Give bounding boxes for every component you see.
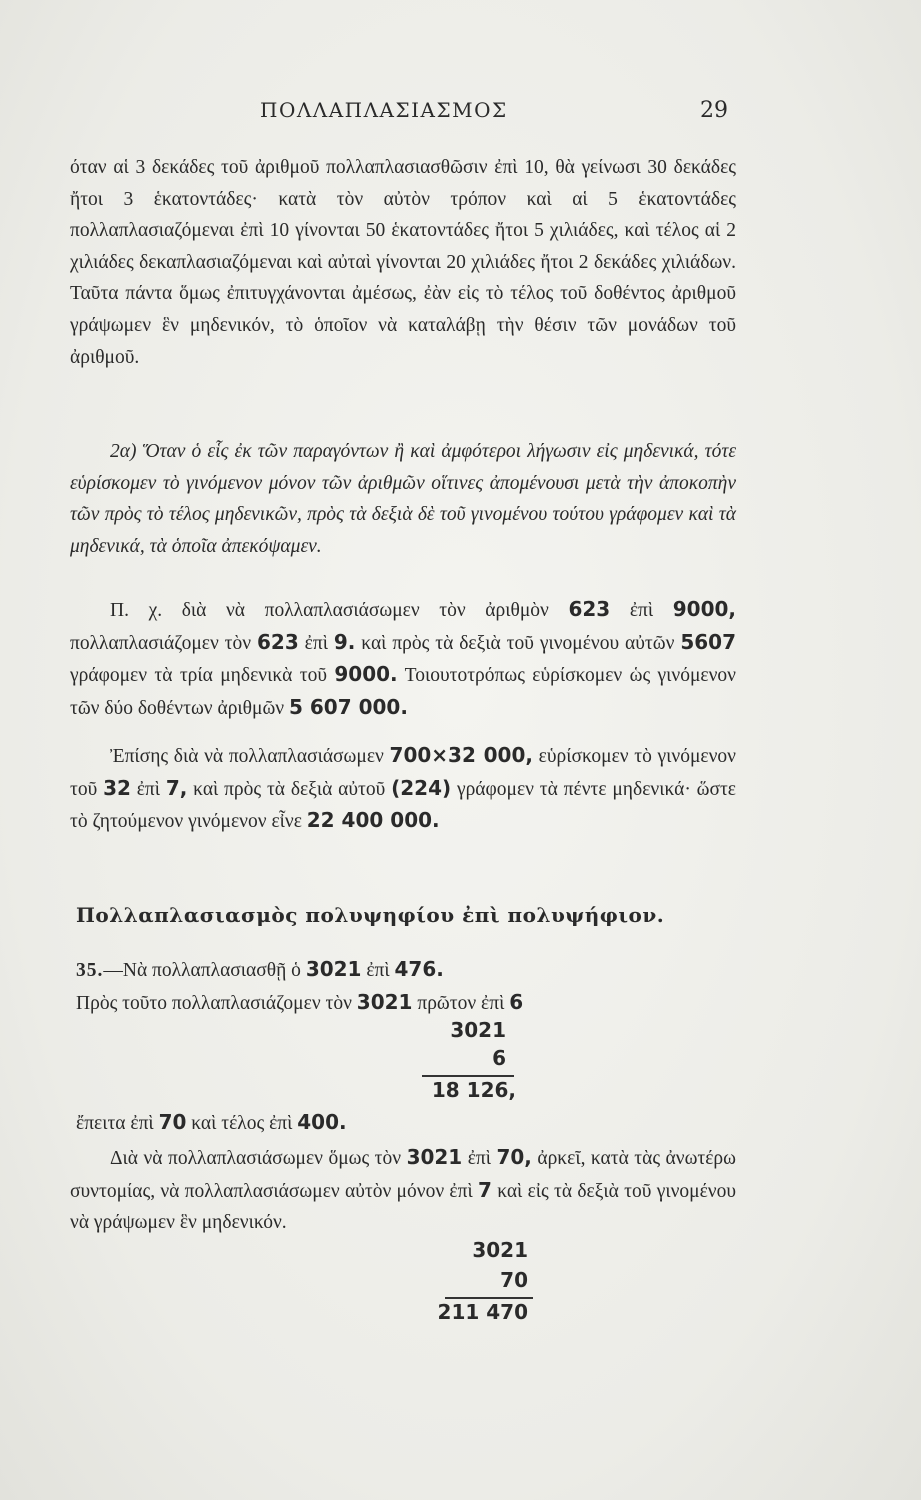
text-span: εὑρίσκομεν τὸ γινόμενον τοῦ bbox=[70, 746, 736, 800]
text-span: —Νὰ πολλαπλασιασθῇ ὁ bbox=[103, 960, 306, 981]
number: 70, bbox=[496, 1145, 532, 1169]
paragraph-1-text: όταν αἱ 3 δεκάδες τοῦ ἀριθμοῦ πολλαπλασιασθῶσιν ἐπὶ 10, θὰ γείνωσι 30 δεκάδες ἤτοι 3 ἑκατοντάδες· κατὰ τὸν αὐτὸν τρόπον καὶ αἱ 5 ἑκατοντάδες πολλαπλασιαζόμεναι ἐπὶ 10 γίνονται 50 ἑκατοντάδες ἤτοι 5 χιλιάδες, καὶ τέλος αἱ 2 χιλιάδες δεκαπλασιαζόμεναι καὶ αὐταὶ γίνονται 20 χιλιάδες ἤτοι 2 δεκάδες χιλιάδων. Ταῦτα πάντα ὅμως ἐπιτυγχάνονται ἀμέσως, ἐὰν εἰς τὸ τέλος τοῦ δοθέντος ἀριθμοῦ γράψωμεν ἓν μηδενικόν, τὸ ὁποῖον νὰ καταλάβῃ τὴν θέσιν τῶν μονάδων τοῦ ἀριθμοῦ. bbox=[70, 157, 736, 368]
number: 623 bbox=[257, 629, 299, 654]
number: 476. bbox=[394, 957, 444, 981]
number: 5607 bbox=[680, 629, 736, 654]
paragraph-2 bbox=[70, 436, 736, 562]
rule-text: Ὅταν ὁ εἷς ἐκ τῶν παραγόντων ἢ καὶ ἀμφότεροι λήγωσιν εἰς μηδενικά, τότε εὑρίσκομεν τὸ γινόμενον μόνον τῶν ἀριθμῶν οἵτινες ἀπομένουσι μετὰ τὴν ἀποκοπὴν τῶν πρὸς τὸ τέλος μηδενικῶν, πρὸς τὰ δεξιὰ δὲ τοῦ γινομένου τούτου γράφομεν καὶ τὰ μηδενικά, τὰ ὁποῖα ἀπεκόψαμεν. bbox=[70, 441, 736, 557]
exercise-step-1 bbox=[76, 990, 736, 1015]
calc-1-rule bbox=[422, 1075, 514, 1077]
exercise-number: 35. bbox=[76, 960, 104, 981]
number: 3021 bbox=[406, 1145, 463, 1169]
calc-1-multiplicand: 3021 bbox=[450, 1018, 506, 1042]
running-head bbox=[0, 98, 921, 128]
example-623-text bbox=[70, 594, 736, 724]
text-span: καὶ τέλος ἐπὶ bbox=[186, 1113, 298, 1134]
running-title: ΠΟΛΛΑΠΛΑΣΙΑΣΜΟΣ bbox=[260, 98, 508, 122]
text-span: ἐπὶ bbox=[298, 632, 334, 654]
paragraph-4 bbox=[70, 740, 736, 838]
number: 5 607 000. bbox=[289, 694, 408, 719]
number: 7 bbox=[477, 1177, 492, 1202]
number: 9. bbox=[333, 629, 356, 654]
text-span: καὶ πρὸς τὰ δεξιὰ αὐτοῦ bbox=[187, 778, 392, 800]
page-number: 29 bbox=[700, 98, 728, 123]
paragraph-5 bbox=[70, 1142, 736, 1239]
number: 22 400 000. bbox=[306, 808, 440, 833]
number: (224) bbox=[391, 775, 452, 800]
number: 700×32 000, bbox=[389, 743, 533, 767]
exercise-35 bbox=[76, 957, 736, 982]
shortcut-text bbox=[70, 1142, 736, 1239]
example-700-text bbox=[70, 740, 736, 838]
number: 7, bbox=[165, 775, 188, 800]
number: 70 bbox=[158, 1110, 187, 1134]
calc-2-rule bbox=[445, 1297, 533, 1299]
number: 9000, bbox=[672, 597, 736, 621]
text-span: Διὰ νὰ πολλαπλασιάσωμεν ὅμως τὸν bbox=[110, 1148, 407, 1169]
calc-1-result: 18 126, bbox=[431, 1078, 516, 1102]
text-span: ἐπὶ bbox=[462, 1148, 497, 1169]
section-heading: Πολλαπλασιασμὸς πολυψηφίου ἐπὶ πολυψήφιον. bbox=[76, 903, 665, 927]
number: 6 bbox=[509, 990, 524, 1014]
number: 400. bbox=[297, 1110, 347, 1134]
number: 3021 bbox=[305, 957, 362, 981]
text-span: ἐπὶ bbox=[130, 778, 166, 800]
text-span: Τοιουτοτρόπως εὑρίσκομεν ὡς γινόμενον τῶν δύο δοθέντων ἀριθμῶν bbox=[70, 665, 736, 719]
number: 32 bbox=[103, 775, 131, 800]
calc-2-result: 211 470 bbox=[437, 1300, 528, 1324]
number: 9000. bbox=[334, 662, 398, 687]
rule-label: 2α) bbox=[110, 441, 137, 462]
text-span: γράφομεν τὰ πέντε μηδενικά· ὥστε τὸ ζητούμενον γινόμενον εἶνε bbox=[70, 778, 736, 833]
calc-2-multiplier: 70 bbox=[500, 1268, 528, 1292]
text-span: ἐπὶ bbox=[610, 600, 673, 621]
number: 623 bbox=[568, 597, 611, 621]
text-span: ἐπὶ bbox=[361, 960, 395, 981]
exercise-step-2 bbox=[76, 1110, 736, 1135]
text-span: Πρὸς τοῦτο πολλαπλασιάζομεν τὸν bbox=[76, 993, 357, 1014]
calc-2-multiplicand: 3021 bbox=[472, 1238, 528, 1262]
calc-1-multiplier: 6 bbox=[492, 1046, 506, 1070]
text-span: γράφομεν τὰ τρία μηδενικὰ τοῦ bbox=[70, 665, 335, 687]
text-span: ἔπειτα ἐπὶ bbox=[76, 1113, 159, 1134]
paragraph-1 bbox=[70, 152, 736, 373]
text-span: πρῶτον ἐπὶ bbox=[412, 993, 510, 1014]
number: 3021 bbox=[356, 990, 413, 1014]
paragraph-2-text bbox=[70, 436, 736, 562]
paragraph-3 bbox=[70, 594, 736, 724]
text-span: καὶ πρὸς τὰ δεξιὰ τοῦ γινομένου αὐτῶν bbox=[355, 632, 681, 654]
text-span: Π. χ. διὰ νὰ πολλαπλασιάσωμεν τὸν ἀριθμὸν bbox=[110, 600, 569, 621]
text-span: Ἐπίσης διὰ νὰ πολλαπλασιάσωμεν bbox=[110, 746, 390, 767]
text-span: πολλαπλασιάζομεν τὸν bbox=[70, 632, 257, 654]
text-span: ἀρκεῖ, κατὰ τὰς ἀνωτέρω συντομίας, νὰ πολλαπλασιάσωμεν αὐτὸν μόνον ἐπὶ bbox=[70, 1148, 736, 1202]
text-span: καὶ εἰς τὰ δεξιὰ τοῦ γινομένου νὰ γράψωμεν ἓν μηδενικόν. bbox=[70, 1180, 736, 1234]
